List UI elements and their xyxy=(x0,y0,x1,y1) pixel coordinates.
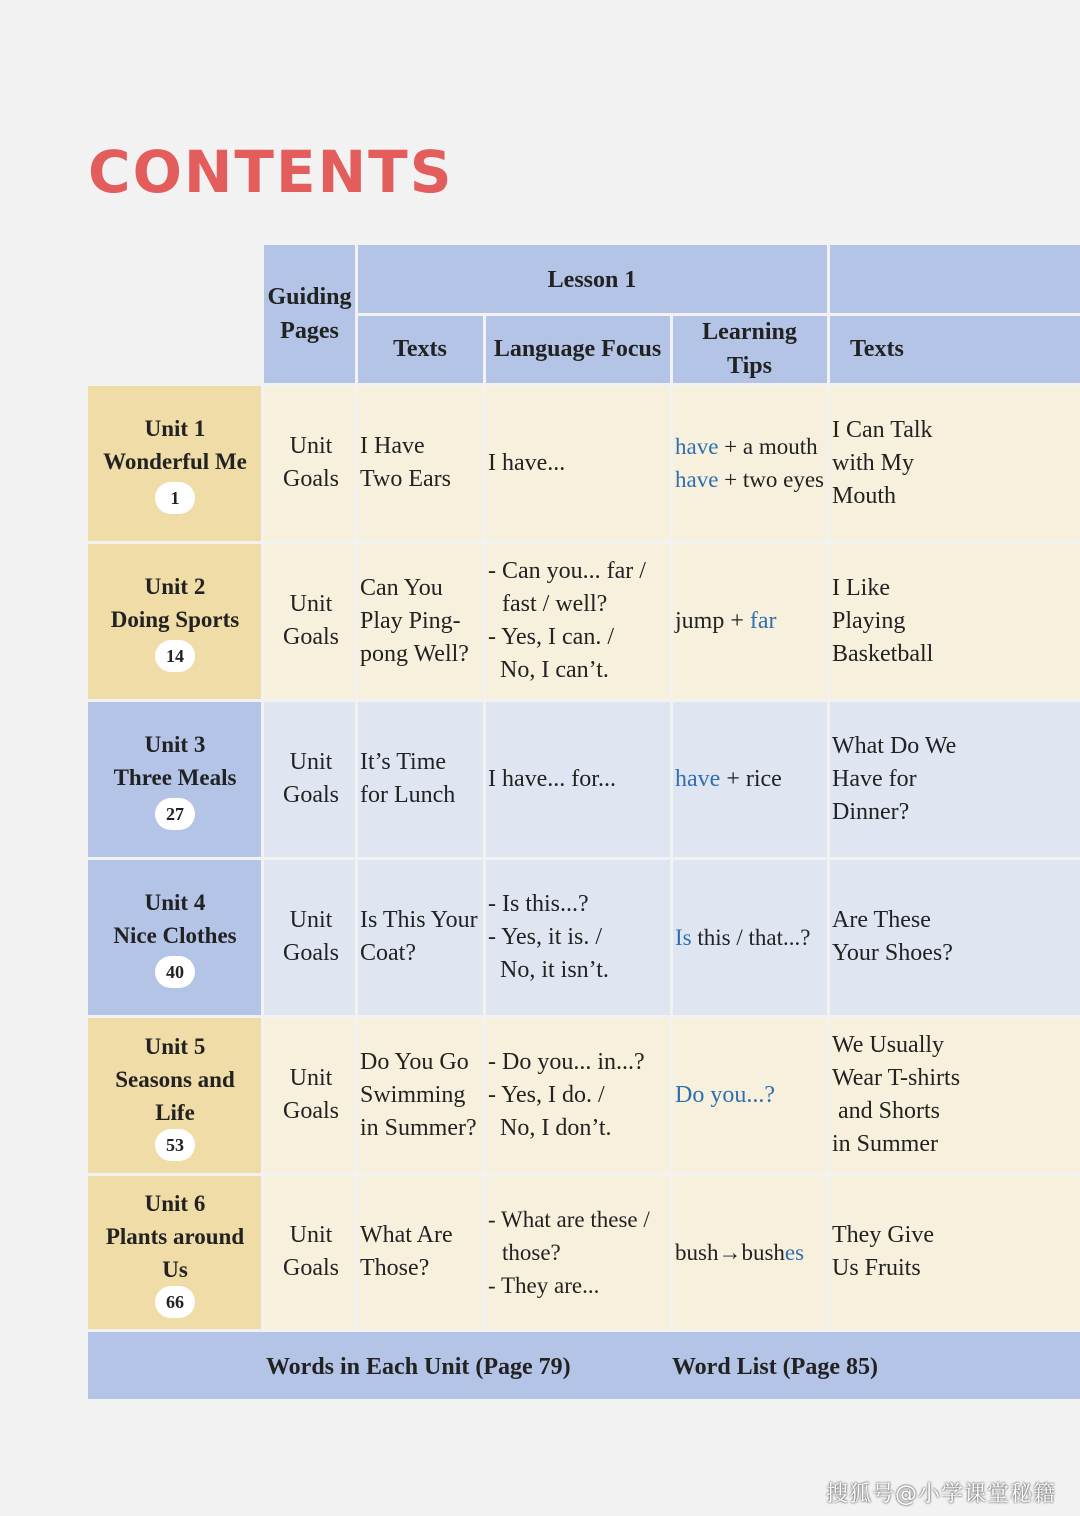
tip-rest: + rice xyxy=(720,765,782,792)
focus-line: No, it isn’t. xyxy=(500,956,609,983)
tip-rest: this / that...? xyxy=(691,924,811,950)
grid-line xyxy=(88,699,1080,702)
page-badge: 66 xyxy=(155,1286,195,1318)
unit-number: Unit 1 xyxy=(144,416,206,441)
focus-cell-3 xyxy=(484,701,671,857)
guiding-text: Unit Goals xyxy=(283,907,339,966)
grid-line xyxy=(827,245,830,1331)
text-line: We Usually xyxy=(832,1032,945,1058)
guiding-cell-2 xyxy=(262,543,356,699)
header-guiding-pages xyxy=(263,245,356,383)
unit-name: Seasons and Life xyxy=(115,1066,235,1125)
tips-cell-3 xyxy=(671,701,828,857)
focus-line: - Yes, I do. / xyxy=(488,1081,605,1108)
grid-line xyxy=(88,857,1080,860)
header-learning-tips-label: Learning Tips xyxy=(702,319,797,379)
unit-cell-4 xyxy=(88,859,262,1015)
focus-line: - Do you... in...? xyxy=(488,1048,645,1075)
lesson2-text xyxy=(832,1029,960,1161)
texts-cell-5 xyxy=(356,1017,484,1173)
tip-highlight: have xyxy=(675,765,721,792)
language-focus-text: I have... for... xyxy=(488,765,616,792)
unit-cell-5 xyxy=(88,1017,262,1173)
tip-highlight: have xyxy=(675,467,719,492)
header-language-focus xyxy=(484,315,671,383)
texts2-cell-3 xyxy=(828,701,1080,857)
guiding-cell-4 xyxy=(262,859,356,1015)
focus-line: those? xyxy=(502,1239,561,1265)
lesson-text: Can You Play Ping-pong Well? xyxy=(360,574,469,667)
learning-tip xyxy=(675,430,824,496)
unit-name: Wonderful Me xyxy=(103,449,247,474)
tip-highlight: far xyxy=(749,607,777,634)
lesson-text: It’s Time for Lunch xyxy=(360,749,456,808)
focus-cell-1 xyxy=(484,385,671,541)
texts-cell-3 xyxy=(356,701,484,857)
guiding-cell-5 xyxy=(262,1017,356,1173)
header-lesson1 xyxy=(356,245,828,315)
language-focus-text xyxy=(488,555,646,687)
lesson-text: What Are Those? xyxy=(360,1222,453,1281)
unit-number: Unit 5 xyxy=(144,1033,206,1059)
grid-line xyxy=(483,315,486,1331)
guiding-text: Unit Goals xyxy=(283,749,339,808)
texts-cell-4 xyxy=(356,859,484,1015)
page-badge: 27 xyxy=(155,798,195,830)
focus-line: - What are these / xyxy=(488,1206,650,1232)
lesson-text: Is This Your Coat? xyxy=(360,907,478,966)
tip-rest: bush→bush xyxy=(675,1239,785,1265)
footer-bar xyxy=(88,1331,1080,1399)
unit-cell-1 xyxy=(88,385,262,541)
page-badge: 40 xyxy=(155,956,195,988)
grid-line xyxy=(88,383,1080,386)
page-badge: 1 xyxy=(155,482,195,514)
lesson-text: I Have Two Ears xyxy=(360,433,451,492)
texts2-cell-1 xyxy=(828,385,1080,541)
texts2-cell-4 xyxy=(828,859,1080,1015)
texts-cell-1 xyxy=(356,385,484,541)
grid-line xyxy=(88,1173,1080,1176)
tip-rest: jump + xyxy=(675,607,750,634)
language-focus-text: I have... xyxy=(488,449,566,476)
unit-name: Plants around Us xyxy=(105,1223,245,1282)
focus-line: - They are... xyxy=(488,1272,600,1298)
header-learning-tips xyxy=(671,315,828,383)
learning-tip xyxy=(675,605,777,638)
focus-cell-4 xyxy=(484,859,671,1015)
texts-cell-6 xyxy=(356,1175,484,1329)
grid-line xyxy=(88,1015,1080,1018)
text-line: in Summer xyxy=(832,1131,938,1157)
guiding-cell-3 xyxy=(262,701,356,857)
lesson-text: Do You Go Swimming in Summer? xyxy=(360,1048,477,1141)
focus-line: No, I can’t. xyxy=(500,657,609,683)
texts2-cell-2 xyxy=(828,543,1080,699)
tip-highlight: Do you...? xyxy=(675,1081,775,1108)
grid-line xyxy=(261,245,264,1331)
page-badge: 53 xyxy=(155,1129,195,1161)
tips-cell-6 xyxy=(671,1175,828,1329)
watermark: 搜狐号@小学课堂秘籍 xyxy=(825,1482,1056,1507)
tips-cell-1 xyxy=(671,385,828,541)
header-texts-label: Texts xyxy=(393,336,447,362)
unit-cell-2 xyxy=(88,543,262,699)
unit-number: Unit 4 xyxy=(144,890,206,915)
guiding-text: Unit Goals xyxy=(283,1065,339,1124)
lesson2-text: They Give Us Fruits xyxy=(832,1222,934,1281)
lesson2-text: What Do We Have for Dinner? xyxy=(832,732,957,825)
grid-line xyxy=(88,541,1080,544)
language-focus-text xyxy=(488,888,609,987)
focus-cell-2 xyxy=(484,543,671,699)
words-in-each-unit: Words in Each Unit (Page 79) xyxy=(266,1354,571,1380)
header-texts-2-label: Texts xyxy=(850,336,904,362)
text-line: and Shorts xyxy=(838,1098,940,1124)
page-badge: 14 xyxy=(155,640,195,672)
grid-line xyxy=(670,315,673,1331)
grid-line xyxy=(356,313,1080,316)
grid-line xyxy=(355,245,358,1331)
header-texts xyxy=(356,315,484,383)
texts2-cell-5 xyxy=(828,1017,1080,1173)
tip-highlight: have xyxy=(675,434,719,459)
guiding-cell-1 xyxy=(262,385,356,541)
page-title: CONTENTS xyxy=(88,138,454,206)
lesson2-text: I Like Playing Basketball xyxy=(832,574,934,667)
unit-name: Three Meals xyxy=(113,765,237,790)
texts2-cell-6 xyxy=(828,1175,1080,1329)
language-focus-text xyxy=(488,1046,645,1145)
tips-cell-4 xyxy=(671,859,828,1015)
guiding-text: Unit Goals xyxy=(283,433,339,492)
focus-line: No, I don’t. xyxy=(500,1114,612,1141)
guiding-cell-6 xyxy=(262,1175,356,1329)
unit-number: Unit 6 xyxy=(144,1190,206,1216)
learning-tip xyxy=(675,763,782,796)
unit-cell-3 xyxy=(88,701,262,857)
guiding-text: Unit Goals xyxy=(283,591,339,650)
unit-name: Doing Sports xyxy=(110,607,240,632)
tip-highlight: es xyxy=(784,1239,805,1265)
lesson2-text: I Can Talk with My Mouth xyxy=(832,416,933,509)
focus-line: - Is this...? xyxy=(488,890,589,917)
learning-tip xyxy=(675,1236,804,1269)
focus-line: - Yes, I can. / xyxy=(488,624,614,650)
tips-cell-2 xyxy=(671,543,828,699)
focus-cell-5 xyxy=(484,1017,671,1173)
header-lesson1-label: Lesson 1 xyxy=(547,267,637,293)
word-list: Word List (Page 85) xyxy=(672,1354,878,1380)
focus-cell-6 xyxy=(484,1175,671,1329)
text-line: Wear T-shirts xyxy=(832,1065,961,1091)
focus-line: fast / well? xyxy=(502,591,608,617)
header-guiding-pages-label: Guiding Pages xyxy=(267,284,352,344)
unit-number: Unit 2 xyxy=(144,574,206,599)
unit-cell-6 xyxy=(88,1175,262,1329)
focus-line: - Yes, it is. / xyxy=(488,923,603,950)
language-focus-text xyxy=(488,1203,650,1302)
guiding-text: Unit Goals xyxy=(283,1222,339,1281)
lesson2-text: Are These Your Shoes? xyxy=(832,907,953,966)
learning-tip xyxy=(675,921,810,954)
tip-rest: + two eyes xyxy=(718,467,825,492)
texts-cell-2 xyxy=(356,543,484,699)
unit-name: Nice Clothes xyxy=(113,923,237,948)
tips-cell-5 xyxy=(671,1017,828,1173)
tip-highlight: Is xyxy=(675,924,692,950)
unit-number: Unit 3 xyxy=(144,732,206,757)
focus-line: - Can you... far / xyxy=(488,558,646,584)
header-texts-2 xyxy=(828,315,1080,383)
tip-rest: + a mouth xyxy=(718,434,818,459)
header-language-focus-label: Language Focus xyxy=(493,336,662,362)
grid-line xyxy=(88,1329,1080,1332)
header-lesson2-blank xyxy=(828,245,1080,315)
